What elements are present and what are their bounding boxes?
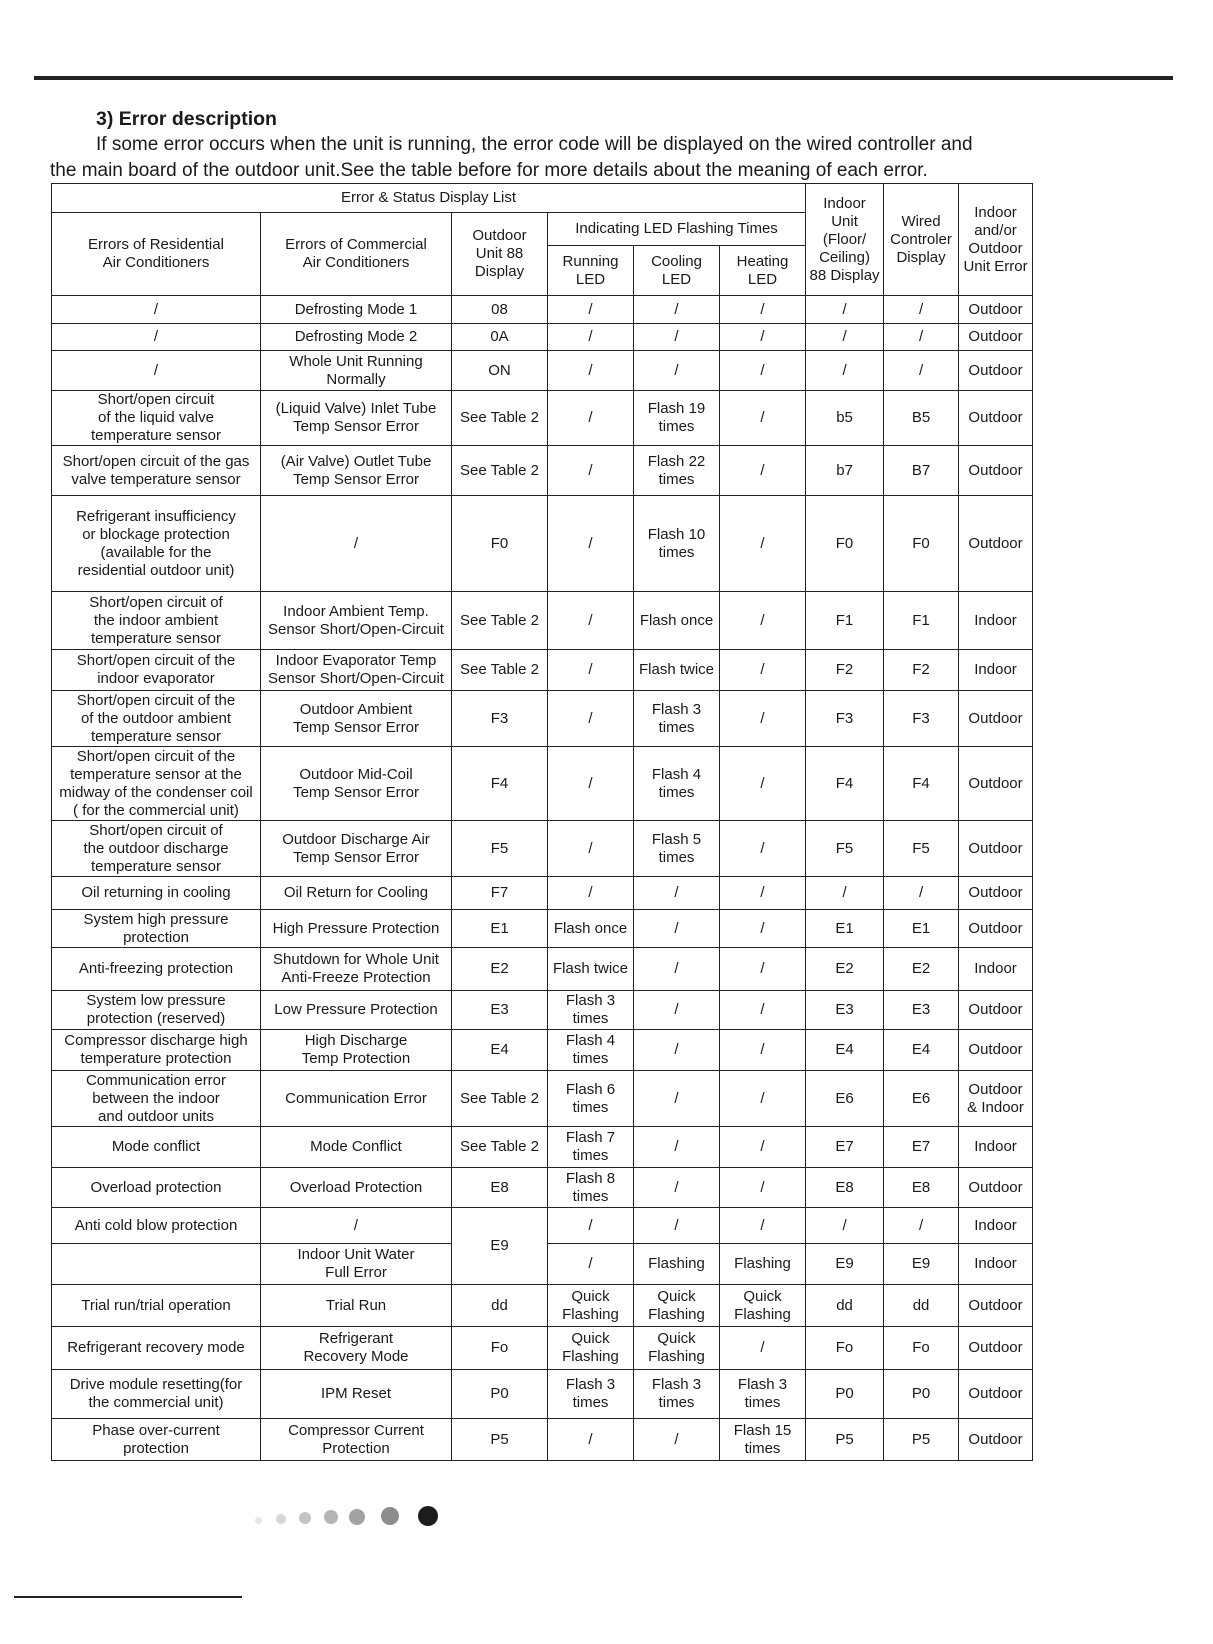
cell-residential: Short/open circuit of the of the outdoor ambient temperature sensor [52, 691, 261, 747]
cell-indoor-88: E1 [806, 910, 884, 948]
cell-commercial: (Air Valve) Outlet Tube Temp Sensor Error [261, 446, 452, 496]
cell-cooling-led: / [634, 991, 720, 1030]
cell-unit-error: Indoor [959, 592, 1033, 650]
cell-residential: Phase over-current protection [52, 1419, 261, 1461]
cell-outdoor-88: See Table 2 [452, 1071, 548, 1127]
cell-cooling-led: Flash 4 times [634, 747, 720, 821]
cell-heating-led: / [720, 877, 806, 910]
cell-indoor-88: P5 [806, 1419, 884, 1461]
cell-commercial: Defrosting Mode 1 [261, 296, 452, 324]
cell-outdoor-88: F0 [452, 496, 548, 592]
cell-running-led: / [548, 351, 634, 391]
cell-commercial: (Liquid Valve) Inlet Tube Temp Sensor Error [261, 391, 452, 446]
cell-unit-error: Outdoor [959, 1370, 1033, 1419]
cell-wired: F1 [884, 592, 959, 650]
cell-heating-led: / [720, 691, 806, 747]
cell-cooling-led: Flash 19 times [634, 391, 720, 446]
page-dot-icon [324, 1510, 338, 1524]
cell-running-led: Flash 3 times [548, 1370, 634, 1419]
header-commercial-errors: Errors of Commercial Air Conditioners [261, 213, 452, 296]
cell-commercial: Indoor Evaporator Temp Sensor Short/Open-Circuit [261, 650, 452, 691]
table-row [52, 650, 1033, 691]
table-row [52, 1327, 1033, 1370]
table-row [52, 1419, 1033, 1461]
cell-unit-error: Outdoor [959, 991, 1033, 1030]
cell-commercial: High Discharge Temp Protection [261, 1030, 452, 1071]
cell-unit-error: Indoor [959, 1208, 1033, 1244]
header-indoor-88-display: Indoor Unit (Floor/ Ceiling) 88 Display [806, 184, 884, 296]
cell-wired: E4 [884, 1030, 959, 1071]
cell-heating-led: / [720, 1327, 806, 1370]
cell-residential: Short/open circuit of the gas valve temperature sensor [52, 446, 261, 496]
cell-outdoor-88: E4 [452, 1030, 548, 1071]
cell-outdoor-88: See Table 2 [452, 650, 548, 691]
cell-indoor-88: E7 [806, 1127, 884, 1168]
section-title: 3) Error description [96, 108, 277, 130]
cell-residential: System high pressure protection [52, 910, 261, 948]
cell-running-led: / [548, 821, 634, 877]
cell-unit-error: Indoor [959, 1127, 1033, 1168]
cell-outdoor-88: Fo [452, 1327, 548, 1370]
cell-commercial: IPM Reset [261, 1370, 452, 1419]
cell-residential: Short/open circuit of the indoor evaporator [52, 650, 261, 691]
cell-residential: Trial run/trial operation [52, 1285, 261, 1327]
cell-cooling-led: Flash twice [634, 650, 720, 691]
table-header [52, 184, 1033, 296]
cell-heating-led: / [720, 747, 806, 821]
cell-heating-led: / [720, 296, 806, 324]
cell-running-led: / [548, 324, 634, 351]
cell-wired: E3 [884, 991, 959, 1030]
cell-running-led: / [548, 650, 634, 691]
cell-commercial: Outdoor Ambient Temp Sensor Error [261, 691, 452, 747]
cell-commercial: Compressor Current Protection [261, 1419, 452, 1461]
cell-commercial: Shutdown for Whole Unit Anti-Freeze Protection [261, 948, 452, 991]
cell-wired: E8 [884, 1168, 959, 1208]
cell-cooling-led: Flash 22 times [634, 446, 720, 496]
cell-commercial: High Pressure Protection [261, 910, 452, 948]
cell-unit-error: Indoor [959, 948, 1033, 991]
cell-unit-error: Outdoor [959, 1030, 1033, 1071]
cell-wired: B5 [884, 391, 959, 446]
cell-heating-led: / [720, 391, 806, 446]
cell-running-led: Flash once [548, 910, 634, 948]
cell-commercial: Oil Return for Cooling [261, 877, 452, 910]
cell-commercial: Outdoor Discharge Air Temp Sensor Error [261, 821, 452, 877]
cell-unit-error: Outdoor [959, 1327, 1033, 1370]
table-row [52, 821, 1033, 877]
table-row [52, 351, 1033, 391]
header-running-led: Running LED [548, 246, 634, 296]
table-row [52, 991, 1033, 1030]
cell-heating-led: / [720, 821, 806, 877]
table-row [52, 1030, 1033, 1071]
header-residential-errors: Errors of Residential Air Conditioners [52, 213, 261, 296]
cell-cooling-led: Flash 3 times [634, 691, 720, 747]
cell-indoor-88: E4 [806, 1030, 884, 1071]
cell-cooling-led: / [634, 324, 720, 351]
cell-outdoor-88: 0A [452, 324, 548, 351]
cell-running-led: / [548, 1244, 634, 1285]
cell-indoor-88: Fo [806, 1327, 884, 1370]
cell-heating-led: Flash 15 times [720, 1419, 806, 1461]
cell-heating-led: / [720, 496, 806, 592]
cell-unit-error: Outdoor [959, 1419, 1033, 1461]
cell-commercial: Low Pressure Protection [261, 991, 452, 1030]
cell-outdoor-88: See Table 2 [452, 391, 548, 446]
table-row [52, 1127, 1033, 1168]
cell-cooling-led: / [634, 910, 720, 948]
cell-residential: Short/open circuit of the liquid valve temperature sensor [52, 391, 261, 446]
cell-unit-error: Outdoor [959, 691, 1033, 747]
cell-wired: E7 [884, 1127, 959, 1168]
cell-unit-error: Outdoor [959, 446, 1033, 496]
cell-outdoor-88: ON [452, 351, 548, 391]
cell-cooling-led: / [634, 1127, 720, 1168]
cell-heating-led: / [720, 1168, 806, 1208]
cell-wired: / [884, 1208, 959, 1244]
table-row [52, 877, 1033, 910]
cell-cooling-led: / [634, 1168, 720, 1208]
cell-commercial: Indoor Unit Water Full Error [261, 1244, 452, 1285]
cell-indoor-88: / [806, 351, 884, 391]
cell-unit-error: Outdoor [959, 877, 1033, 910]
page-dot-icon [349, 1509, 365, 1525]
cell-unit-error: Outdoor [959, 296, 1033, 324]
cell-unit-error: Outdoor [959, 324, 1033, 351]
cell-running-led: Flash 7 times [548, 1127, 634, 1168]
cell-indoor-88: E2 [806, 948, 884, 991]
cell-indoor-88: E8 [806, 1168, 884, 1208]
intro-line: If some error occurs when the unit is running, the error code will be displayed on the wired controller and [96, 134, 973, 155]
table-row [52, 391, 1033, 446]
cell-residential: Anti cold blow protection [52, 1208, 261, 1244]
cell-residential: / [52, 351, 261, 391]
cell-running-led: / [548, 747, 634, 821]
cell-wired: / [884, 877, 959, 910]
cell-wired: B7 [884, 446, 959, 496]
cell-running-led: / [548, 877, 634, 910]
cell-residential: Anti-freezing protection [52, 948, 261, 991]
table-row [52, 1285, 1033, 1327]
cell-wired: F2 [884, 650, 959, 691]
cell-outdoor-88: P5 [452, 1419, 548, 1461]
error-status-table [51, 183, 1033, 1461]
cell-indoor-88: E6 [806, 1071, 884, 1127]
cell-cooling-led: / [634, 877, 720, 910]
cell-indoor-88: / [806, 324, 884, 351]
cell-heating-led: / [720, 991, 806, 1030]
cell-residential: / [52, 296, 261, 324]
cell-cooling-led: / [634, 351, 720, 391]
cell-outdoor-88: E9 [452, 1208, 548, 1285]
table-row [52, 1208, 1033, 1244]
cell-indoor-88: F1 [806, 592, 884, 650]
footer-rule [14, 1596, 242, 1598]
cell-indoor-88: b7 [806, 446, 884, 496]
cell-commercial: / [261, 1208, 452, 1244]
cell-heating-led: / [720, 446, 806, 496]
cell-outdoor-88: E2 [452, 948, 548, 991]
table-row [52, 948, 1033, 991]
cell-heating-led: / [720, 910, 806, 948]
cell-indoor-88: P0 [806, 1370, 884, 1419]
cell-unit-error: Outdoor [959, 1168, 1033, 1208]
table-row [52, 747, 1033, 821]
cell-unit-error: Outdoor [959, 1285, 1033, 1327]
cell-outdoor-88: See Table 2 [452, 592, 548, 650]
cell-heating-led: Quick Flashing [720, 1285, 806, 1327]
header-cooling-led: Cooling LED [634, 246, 720, 296]
table-caption: Error & Status Display List [52, 184, 806, 213]
table-row [52, 1071, 1033, 1127]
cell-commercial: Refrigerant Recovery Mode [261, 1327, 452, 1370]
cell-unit-error: Indoor [959, 650, 1033, 691]
cell-running-led: Flash 6 times [548, 1071, 634, 1127]
cell-wired: / [884, 296, 959, 324]
intro-paragraph [50, 132, 1050, 184]
cell-cooling-led: / [634, 1208, 720, 1244]
cell-outdoor-88: F5 [452, 821, 548, 877]
cell-wired: E9 [884, 1244, 959, 1285]
cell-running-led: Flash twice [548, 948, 634, 991]
cell-indoor-88: F3 [806, 691, 884, 747]
cell-indoor-88: F2 [806, 650, 884, 691]
cell-unit-error: Outdoor [959, 821, 1033, 877]
header-wired-controller-display: Wired Controler Display [884, 184, 959, 296]
cell-residential: Refrigerant insufficiency or blockage protection (available for the residential outdoor unit) [52, 496, 261, 592]
cell-residential: Short/open circuit of the outdoor discharge temperature sensor [52, 821, 261, 877]
cell-residential: Oil returning in cooling [52, 877, 261, 910]
cell-outdoor-88: See Table 2 [452, 1127, 548, 1168]
cell-residential: Short/open circuit of the temperature sensor at the midway of the condenser coil ( for the commercial unit) [52, 747, 261, 821]
cell-cooling-led: Quick Flashing [634, 1327, 720, 1370]
page-dot-icon [255, 1517, 262, 1524]
cell-commercial: Trial Run [261, 1285, 452, 1327]
cell-heating-led: Flash 3 times [720, 1370, 806, 1419]
table-row [52, 496, 1033, 592]
cell-residential: System low pressure protection (reserved) [52, 991, 261, 1030]
page-dot-icon [276, 1514, 286, 1524]
header-outdoor-88-display: Outdoor Unit 88 Display [452, 213, 548, 296]
header-heating-led: Heating LED [720, 246, 806, 296]
cell-wired: F5 [884, 821, 959, 877]
cell-outdoor-88: F4 [452, 747, 548, 821]
cell-running-led: / [548, 296, 634, 324]
cell-wired: F3 [884, 691, 959, 747]
cell-outdoor-88: P0 [452, 1370, 548, 1419]
cell-heating-led: / [720, 948, 806, 991]
cell-running-led: / [548, 391, 634, 446]
cell-residential: Overload protection [52, 1168, 261, 1208]
cell-residential: Compressor discharge high temperature protection [52, 1030, 261, 1071]
cell-cooling-led: Flash 3 times [634, 1370, 720, 1419]
cell-heating-led: / [720, 351, 806, 391]
cell-unit-error: Outdoor [959, 496, 1033, 592]
cell-running-led: / [548, 1208, 634, 1244]
cell-cooling-led: Flashing [634, 1244, 720, 1285]
cell-outdoor-88: dd [452, 1285, 548, 1327]
cell-commercial: Defrosting Mode 2 [261, 324, 452, 351]
cell-indoor-88: / [806, 1208, 884, 1244]
table-row [52, 691, 1033, 747]
page-dot-icon [381, 1507, 399, 1525]
cell-unit-error: Outdoor [959, 391, 1033, 446]
cell-running-led: / [548, 691, 634, 747]
cell-indoor-88: / [806, 877, 884, 910]
header-unit-error: Indoor and/or Outdoor Unit Error [959, 184, 1033, 296]
cell-indoor-88: b5 [806, 391, 884, 446]
cell-running-led: Quick Flashing [548, 1327, 634, 1370]
cell-indoor-88: E9 [806, 1244, 884, 1285]
cell-running-led: / [548, 1419, 634, 1461]
cell-outdoor-88: E8 [452, 1168, 548, 1208]
cell-unit-error: Outdoor [959, 351, 1033, 391]
cell-residential: Communication error between the indoor and outdoor units [52, 1071, 261, 1127]
table-row [52, 446, 1033, 496]
cell-indoor-88: dd [806, 1285, 884, 1327]
cell-residential: Short/open circuit of the indoor ambient temperature sensor [52, 592, 261, 650]
cell-indoor-88: / [806, 296, 884, 324]
cell-indoor-88: E3 [806, 991, 884, 1030]
cell-running-led: / [548, 496, 634, 592]
cell-commercial: Mode Conflict [261, 1127, 452, 1168]
cell-wired: P5 [884, 1419, 959, 1461]
cell-indoor-88: F5 [806, 821, 884, 877]
table-row [52, 592, 1033, 650]
cell-residential: Drive module resetting(for the commercial unit) [52, 1370, 261, 1419]
intro-line: the main board of the outdoor unit.See the table before for more details about the meaning of each error. [50, 160, 928, 181]
cell-heating-led: / [720, 1208, 806, 1244]
page-dot-icon [299, 1512, 311, 1524]
cell-wired: F0 [884, 496, 959, 592]
cell-commercial: Indoor Ambient Temp. Sensor Short/Open-Circuit [261, 592, 452, 650]
table-row [52, 1370, 1033, 1419]
cell-wired: / [884, 351, 959, 391]
cell-unit-error: Outdoor & Indoor [959, 1071, 1033, 1127]
cell-running-led: Flash 3 times [548, 991, 634, 1030]
cell-outdoor-88: F7 [452, 877, 548, 910]
cell-wired: dd [884, 1285, 959, 1327]
cell-outdoor-88: E3 [452, 991, 548, 1030]
cell-unit-error: Indoor [959, 1244, 1033, 1285]
cell-cooling-led: Flash 10 times [634, 496, 720, 592]
cell-wired: F4 [884, 747, 959, 821]
cell-commercial: Communication Error [261, 1071, 452, 1127]
cell-heating-led: / [720, 592, 806, 650]
table-row [52, 296, 1033, 324]
cell-residential [52, 1244, 261, 1285]
cell-wired: E1 [884, 910, 959, 948]
cell-unit-error: Outdoor [959, 910, 1033, 948]
cell-heating-led: / [720, 324, 806, 351]
cell-commercial: Overload Protection [261, 1168, 452, 1208]
cell-wired: P0 [884, 1370, 959, 1419]
cell-cooling-led: Flash 5 times [634, 821, 720, 877]
cell-heating-led: / [720, 1071, 806, 1127]
page-dot-icon [418, 1506, 438, 1526]
cell-residential: / [52, 324, 261, 351]
cell-cooling-led: Flash once [634, 592, 720, 650]
cell-cooling-led: / [634, 1071, 720, 1127]
cell-residential: Refrigerant recovery mode [52, 1327, 261, 1370]
cell-cooling-led: / [634, 948, 720, 991]
cell-cooling-led: / [634, 1030, 720, 1071]
cell-running-led: Flash 4 times [548, 1030, 634, 1071]
cell-running-led: / [548, 446, 634, 496]
cell-wired: Fo [884, 1327, 959, 1370]
cell-running-led: Quick Flashing [548, 1285, 634, 1327]
cell-cooling-led: / [634, 1419, 720, 1461]
cell-heating-led: / [720, 650, 806, 691]
cell-heating-led: / [720, 1030, 806, 1071]
cell-running-led: / [548, 592, 634, 650]
cell-unit-error: Outdoor [959, 747, 1033, 821]
cell-heating-led: Flashing [720, 1244, 806, 1285]
cell-commercial: Outdoor Mid-Coil Temp Sensor Error [261, 747, 452, 821]
cell-heating-led: / [720, 1127, 806, 1168]
cell-cooling-led: Quick Flashing [634, 1285, 720, 1327]
cell-outdoor-88: 08 [452, 296, 548, 324]
table-row [52, 1168, 1033, 1208]
cell-wired: E6 [884, 1071, 959, 1127]
cell-residential: Mode conflict [52, 1127, 261, 1168]
cell-indoor-88: F0 [806, 496, 884, 592]
cell-wired: / [884, 324, 959, 351]
header-led-group: Indicating LED Flashing Times [548, 213, 806, 246]
top-rule [34, 76, 1173, 80]
cell-commercial: Whole Unit Running Normally [261, 351, 452, 391]
cell-outdoor-88: See Table 2 [452, 446, 548, 496]
cell-commercial: / [261, 496, 452, 592]
cell-outdoor-88: F3 [452, 691, 548, 747]
table-row [52, 910, 1033, 948]
table-body [52, 296, 1033, 1461]
table-row [52, 324, 1033, 351]
cell-running-led: Flash 8 times [548, 1168, 634, 1208]
cell-wired: E2 [884, 948, 959, 991]
cell-cooling-led: / [634, 296, 720, 324]
cell-indoor-88: F4 [806, 747, 884, 821]
cell-outdoor-88: E1 [452, 910, 548, 948]
